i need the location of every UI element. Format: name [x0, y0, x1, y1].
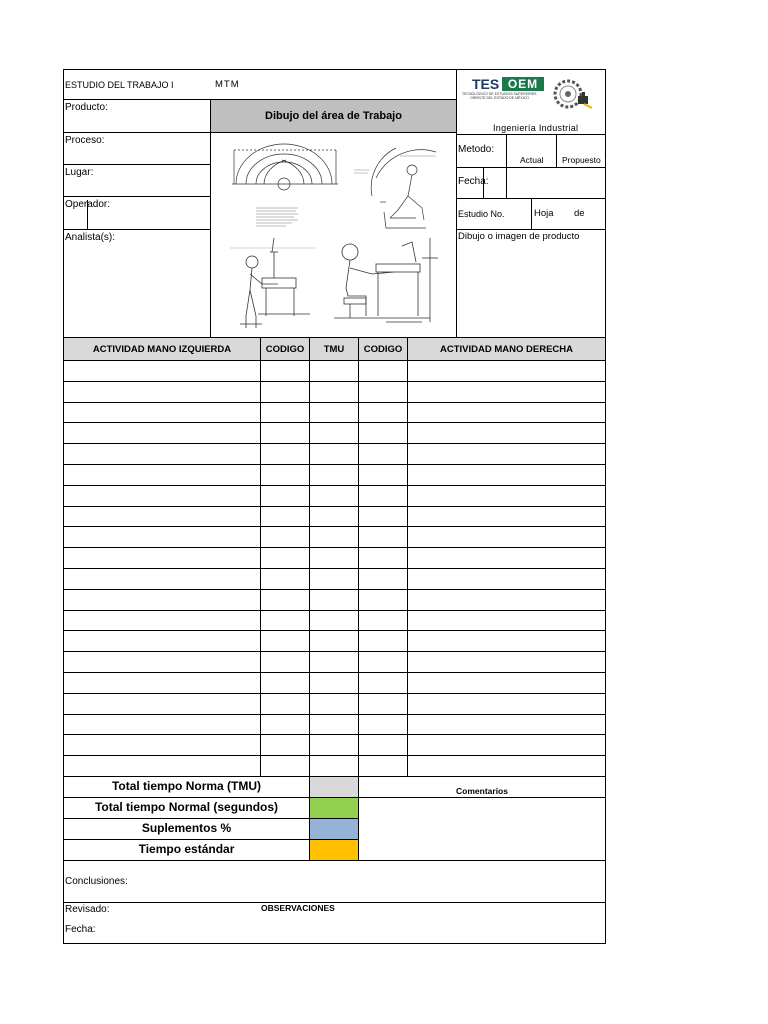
product-drawing-label: Dibujo o imagen de producto — [458, 231, 580, 242]
table-cell[interactable] — [64, 590, 260, 610]
table-cell[interactable] — [408, 715, 604, 735]
table-cell[interactable] — [310, 652, 358, 672]
table-cell[interactable] — [310, 735, 358, 755]
table-cell[interactable] — [408, 444, 604, 464]
table-cell[interactable] — [310, 423, 358, 443]
table-cell[interactable] — [408, 548, 604, 568]
table-cell[interactable] — [261, 715, 309, 735]
table-cell[interactable] — [310, 361, 358, 381]
method-mtm: MTM — [215, 79, 240, 90]
table-cell[interactable] — [359, 673, 407, 693]
table-cell[interactable] — [310, 715, 358, 735]
workstation-illustration — [226, 138, 444, 332]
table-cell[interactable] — [408, 756, 604, 776]
table-cell[interactable] — [64, 507, 260, 527]
header-codigo-right: CODIGO — [359, 338, 407, 360]
producto-label: Producto: — [65, 102, 108, 113]
table-cell[interactable] — [408, 486, 604, 506]
table-cell[interactable] — [64, 694, 260, 714]
metodo-label: Metodo: — [458, 144, 495, 155]
table-cell[interactable] — [359, 590, 407, 610]
table-cell[interactable] — [64, 756, 260, 776]
actual-label: Actual — [520, 155, 544, 165]
supplements-label: Suplementos % — [141, 821, 232, 835]
ingenieria-label: Ingeniería Industrial — [493, 123, 579, 133]
table-cell[interactable] — [64, 569, 260, 589]
table-cell[interactable] — [261, 507, 309, 527]
table-cell[interactable] — [261, 673, 309, 693]
tesoem-logo: TES OEM TECNOLÓGICO DE ESTUDIOS SUPERIORES ORIENTE DEL ESTADO DE MÉXICO — [462, 76, 542, 104]
estudio-no-label: Estudio No. — [458, 209, 505, 219]
table-cell[interactable] — [64, 631, 260, 651]
table-cell[interactable] — [64, 465, 260, 485]
table-cell[interactable] — [359, 569, 407, 589]
table-cell[interactable] — [64, 611, 260, 631]
table-cell[interactable] — [64, 673, 260, 693]
table-cell[interactable] — [310, 673, 358, 693]
svg-text:··· ···: ··· ··· — [266, 144, 273, 148]
standard-time-cell[interactable] — [310, 840, 358, 860]
table-cell[interactable] — [310, 486, 358, 506]
table-cell[interactable] — [408, 590, 604, 610]
header-tmu: TMU — [310, 338, 358, 360]
header-right-activity: ACTIVIDAD MANO DERECHA — [408, 338, 605, 360]
table-cell[interactable] — [310, 548, 358, 568]
table-cell[interactable] — [359, 694, 407, 714]
table-cell[interactable] — [261, 756, 309, 776]
table-cell[interactable] — [359, 652, 407, 672]
table-cell[interactable] — [408, 527, 604, 547]
de-label: de — [574, 208, 585, 219]
comentarios-label: Comentarios — [456, 786, 508, 796]
table-cell[interactable] — [359, 403, 407, 423]
table-cell[interactable] — [359, 735, 407, 755]
table-cell[interactable] — [310, 382, 358, 402]
table-cell[interactable] — [64, 715, 260, 735]
table-cell[interactable] — [408, 465, 604, 485]
table-cell[interactable] — [261, 444, 309, 464]
table-cell[interactable] — [310, 444, 358, 464]
table-cell[interactable] — [261, 590, 309, 610]
table-cell[interactable] — [64, 403, 260, 423]
table-cell[interactable] — [408, 694, 604, 714]
study-title: ESTUDIO DEL TRABAJO I — [65, 80, 174, 90]
table-cell[interactable] — [310, 403, 358, 423]
table-cell[interactable] — [261, 611, 309, 631]
propuesto-label: Propuesto — [562, 155, 601, 165]
table-cell[interactable] — [261, 694, 309, 714]
table-cell[interactable] — [64, 382, 260, 402]
table-cell[interactable] — [261, 382, 309, 402]
table-cell[interactable] — [310, 465, 358, 485]
table-cell[interactable] — [359, 444, 407, 464]
table-cell[interactable] — [359, 486, 407, 506]
table-cell[interactable] — [408, 652, 604, 672]
header-left-activity: ACTIVIDAD MANO IZQUIERDA — [64, 338, 260, 360]
revisado-label: Revisado: — [65, 904, 110, 915]
standard-time-label: Tiempo estándar — [138, 842, 235, 856]
table-cell[interactable] — [359, 756, 407, 776]
table-cell[interactable] — [310, 527, 358, 547]
table-cell[interactable] — [359, 715, 407, 735]
table-cell[interactable] — [64, 444, 260, 464]
table-cell[interactable] — [261, 403, 309, 423]
table-cell[interactable] — [64, 548, 260, 568]
table-cell[interactable] — [408, 423, 604, 443]
table-cell[interactable] — [310, 694, 358, 714]
operador-label: Operador: — [65, 199, 111, 210]
total-tmu-cell[interactable] — [310, 777, 358, 797]
table-cell[interactable] — [261, 527, 309, 547]
table-cell[interactable] — [359, 465, 407, 485]
table-cell[interactable] — [64, 735, 260, 755]
total-seconds-label: Total tiempo Normal (segundos) — [94, 800, 279, 814]
table-cell[interactable] — [310, 507, 358, 527]
table-cell[interactable] — [64, 486, 260, 506]
table-cell[interactable] — [64, 361, 260, 381]
table-cell[interactable] — [261, 423, 309, 443]
table-cell[interactable] — [261, 465, 309, 485]
table-cell[interactable] — [359, 361, 407, 381]
conclusiones-label: Conclusiones: — [65, 876, 128, 887]
table-cell[interactable] — [408, 403, 604, 423]
total-tmu-label: Total tiempo Norma (TMU) — [111, 779, 262, 793]
table-cell[interactable] — [408, 631, 604, 651]
observaciones-label: OBSERVACIONES — [261, 903, 335, 913]
table-cell[interactable] — [408, 507, 604, 527]
table-cell[interactable] — [408, 361, 604, 381]
table-cell[interactable] — [408, 735, 604, 755]
table-cell[interactable] — [64, 652, 260, 672]
table-cell[interactable] — [408, 673, 604, 693]
table-cell[interactable] — [261, 569, 309, 589]
footer-fecha-label: Fecha: — [65, 924, 96, 935]
table-cell[interactable] — [359, 423, 407, 443]
table-cell[interactable] — [310, 590, 358, 610]
table-cell[interactable] — [408, 611, 604, 631]
table-cell[interactable] — [408, 569, 604, 589]
table-cell[interactable] — [261, 735, 309, 755]
table-cell[interactable] — [310, 569, 358, 589]
table-cell[interactable] — [261, 361, 309, 381]
table-cell[interactable] — [64, 527, 260, 547]
proceso-label: Proceso: — [65, 135, 105, 146]
supplements-cell[interactable] — [310, 819, 358, 839]
table-cell[interactable] — [359, 527, 407, 547]
table-cell[interactable] — [359, 382, 407, 402]
hoja-label: Hoja — [534, 208, 554, 219]
table-cell[interactable] — [261, 548, 309, 568]
total-seconds-cell[interactable] — [310, 798, 358, 818]
table-cell[interactable] — [310, 756, 358, 776]
work-area-title: Dibujo del área de Trabajo — [265, 110, 402, 122]
header-codigo-left: CODIGO — [261, 338, 309, 360]
table-cell[interactable] — [359, 548, 407, 568]
fecha-label: Fecha: — [458, 176, 489, 187]
table-cell[interactable] — [359, 611, 407, 631]
table-cell[interactable] — [261, 652, 309, 672]
analista-label: Analista(s): — [65, 232, 116, 243]
table-cell[interactable] — [359, 631, 407, 651]
table-cell[interactable] — [261, 631, 309, 651]
gear-logo-icon — [548, 74, 592, 114]
lugar-label: Lugar: — [65, 167, 94, 178]
table-cell[interactable] — [408, 382, 604, 402]
table-cell[interactable] — [261, 486, 309, 506]
table-cell[interactable] — [310, 611, 358, 631]
table-cell[interactable] — [64, 423, 260, 443]
table-cell[interactable] — [310, 631, 358, 651]
table-cell[interactable] — [359, 507, 407, 527]
